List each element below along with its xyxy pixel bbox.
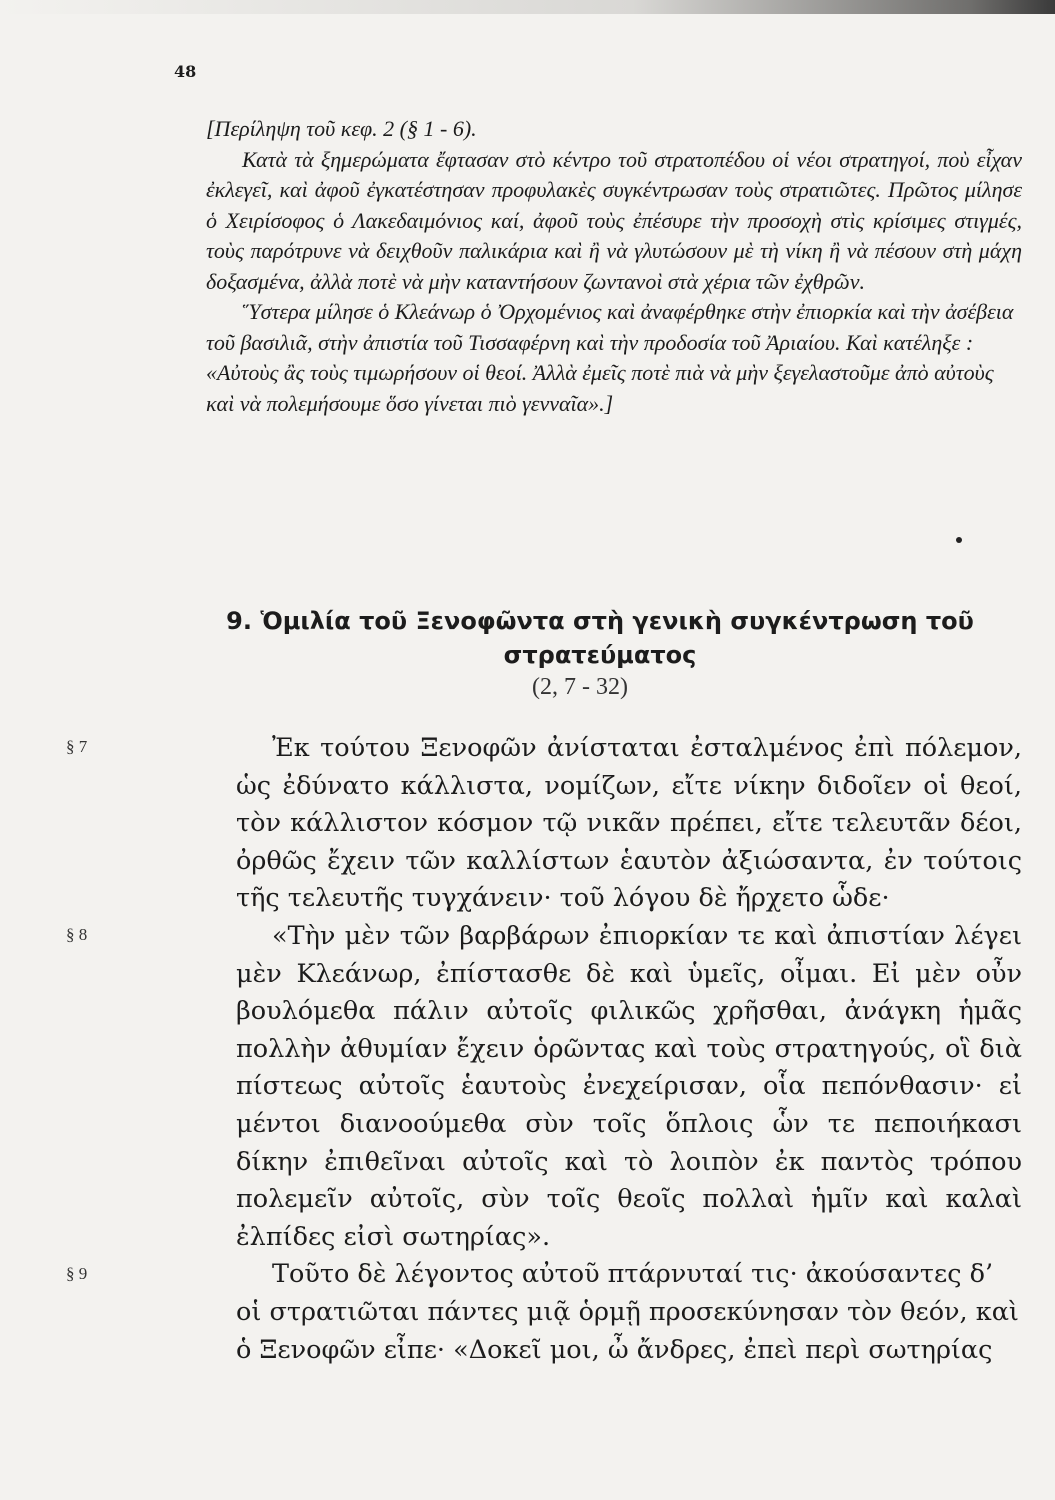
section-mark-7: § 7 bbox=[66, 737, 88, 756]
greek-paragraph-8: «Τὴν μὲν τῶν βαρβάρων ἐπιορκίαν τε καὶ ἀπιστίαν λέγει μὲν Κλεάνωρ, ἐπίστασθε δὲ καὶ ὑμεῖς, οἶμαι. Εἰ μὲν οὖν βουλόμεθα πάλιν αὐτοῖς φιλικῶς χρῆσθαι, ἀνάγκη ἡμᾶς πολλὴν ἀθυμίαν ἔχειν ὁρῶντας καὶ τοὺς στρατηγούς, οἳ διὰ πίστεως αὐτοῖς ἑαυτοὺς ἐνεχείρισαν, οἷα πεπόνθασιν· εἰ μέντοι διανοούμεθα σὺν τοῖς ὅπλοις ὧν τε πεποιήκασι δίκην ἐπιθεῖναι αὐτοῖς καὶ τὸ λοιπὸν ἐκ παντὸς τρόπου πολεμεῖν αὐτοῖς, σὺν τοῖς θεοῖς πολλαὶ ἡμῖν καὶ καλαὶ ἐλπίδες εἰσὶ σωτηρίας». bbox=[236, 920, 1022, 1252]
section-mark-8: § 8 bbox=[66, 925, 88, 944]
ink-dot bbox=[956, 537, 962, 543]
chapter-summary bbox=[206, 114, 1022, 419]
section-mark-9: § 9 bbox=[66, 1264, 88, 1283]
greek-paragraph-9: Τοῦτο δὲ λέγοντος αὐτοῦ πτάρνυταί τις· ἀκούσαντες δ’ οἱ στρατιῶται πάντες μιᾷ ὁρμῇ προσεκύνησαν τὸν θεόν, καὶ ὁ Ξενοφῶν εἶπε· «Δοκεῖ μοι, ὦ ἄνδρες, ἐπεὶ περὶ σωτηρίας bbox=[236, 1259, 1019, 1365]
section-heading: 9. Ὁμιλία τοῦ Ξενοφῶντα στὴ γενικὴ συγκέντρωση τοῦ στρατεύματος bbox=[226, 607, 974, 669]
greek-text bbox=[236, 730, 1022, 1369]
greek-paragraph-7: Ἐκ τούτου Ξενοφῶν ἀνίσταται ἐσταλμένος ἐπὶ πόλεμον, ὡς ἐδύνατο κάλλιστα, νομίζων, εἴτε νίκην διδοῖεν οἱ θεοί, τὸν κάλλιστον κόσμον τῷ νικᾶν πρέπει, εἴτε τελευτᾶν δέοι, ὀρθῶς ἔχειν τῶν καλλίστων ἑαυτὸν ἀξιώσαντα, ἐν τούτοις τῆς τελευτῆς τυγχάνειν· τοῦ λόγου δὲ ἤρχετο ὧδε· bbox=[236, 733, 1022, 914]
summary-paragraph: Ὕστερα μίλησε ὁ Κλεάνωρ ὁ Ὀρχομένιος καὶ ἀναφέρθηκε στὴν ἐπιορκία καὶ τὴν ἀσέβεια τοῦ βασιλιᾶ, στὴν ἀπιστία τοῦ Τισσαφέρνη καὶ τὴν προδοσία τοῦ Ἀριαίου. Καὶ κατέληξε : «Αὐτοὺς ἂς τοὺς τιμωρήσουν οἱ θεοί. Ἀλλὰ ἐμεῖς ποτὲ πιὰ νὰ μὴν ξεγελαστοῦμε ἀπὸ αὐτοὺς καὶ νὰ πολεμήσουμε ὅσο γίνεται πιὸ γενναῖα».] bbox=[206, 299, 1014, 416]
summary-paragraph: Κατὰ τὰ ξημερώματα ἔφτασαν στὸ κέντρο τοῦ στρατοπέδου οἱ νέοι στρατηγοί, ποὺ εἶχαν ἐκλεγεῖ, καὶ ἀφοῦ ἐγκατέστησαν προφυλακὲς συγκέντρωσαν τοὺς στρατιῶτες. Πρῶτος μίλησε ὁ Χειρίσοφος ὁ Λακεδαιμόνιος καί, ἀφοῦ τοὺς ἐπέσυρε τὴν προσοχὴ στὶς κρίσιμες στιγμές, τοὺς παρότρυνε νὰ δειχθοῦν παλικάρια καὶ ἢ νὰ γλυτώσουν μὲ τὴ νίκη ἢ νὰ πέσουν στὴ μάχη δοξασμένα, ἀλλὰ ποτὲ νὰ μὴν καταντήσουν ζωντανοὶ στὰ χέρια τῶν ἐχθρῶν. bbox=[206, 146, 1022, 294]
scan-edge bbox=[0, 0, 1055, 14]
page-number: 48 bbox=[174, 62, 197, 81]
summary-title: [Περίληψη τοῦ κεφ. 2 (§ 1 - 6). bbox=[206, 116, 477, 141]
section-reference: (2, 7 - 32) bbox=[532, 674, 628, 700]
